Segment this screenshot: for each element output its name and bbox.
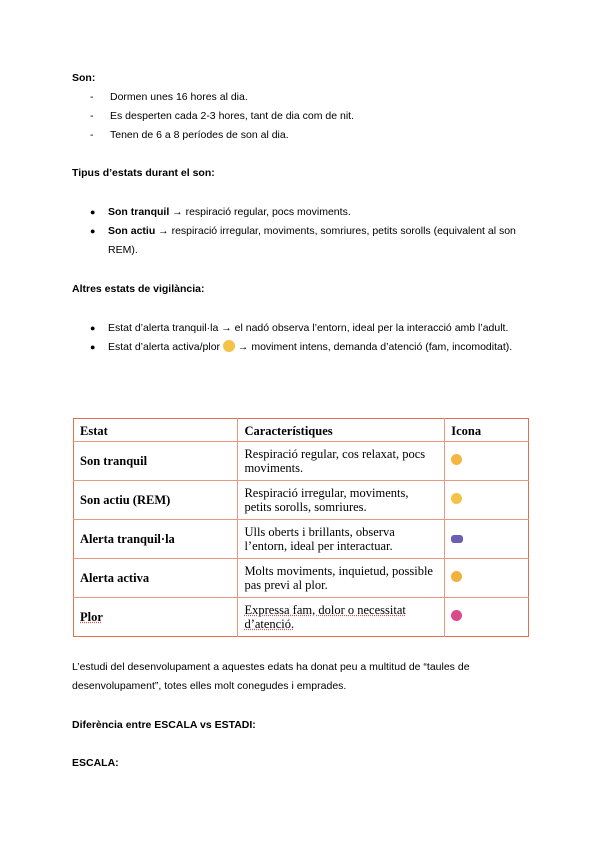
state-name: Alerta activa	[74, 559, 238, 598]
tipus-list	[72, 203, 532, 260]
crying-face-icon	[451, 610, 462, 621]
escala-heading: ESCALA:	[72, 757, 119, 769]
term-description: → respiració irregular, moviments, somriures, petits sorolls (equivalent al son REM).	[108, 225, 516, 256]
state-name: Son tranquil	[74, 442, 238, 481]
tipus-section	[72, 164, 532, 260]
list-item: - Dormen unes 16 hores al dia.	[90, 91, 248, 103]
altres-heading: Altres estats de vigilància:	[72, 283, 205, 295]
sleeping-face-icon	[451, 454, 462, 465]
item-text: → moviment intens, demanda d’atenció (fam, incomoditat).	[234, 341, 513, 353]
table-row	[74, 520, 529, 559]
item-text: Estat d’alerta activa/plor	[108, 341, 223, 353]
son-heading: Son:	[72, 72, 96, 84]
term-label: Son actiu	[108, 225, 156, 237]
list-item: ● Estat d’alerta activa/plor → moviment intens, demanda d’atenció (fam, incomoditat).	[90, 341, 513, 353]
state-description: Ulls oberts i brillants, observa l’entorn, ideal per interactuar.	[238, 520, 445, 559]
item-text: Estat d’alerta tranquil·la → el nadó observa l’entorn, ideal per la interacció amb l’adult.	[108, 322, 509, 334]
tipus-heading: Tipus d’estats durant el son:	[72, 167, 215, 179]
term-label: Son tranquil	[108, 206, 170, 218]
table-header-row	[74, 419, 529, 442]
column-header: Icona	[445, 419, 529, 442]
son-list	[72, 88, 532, 145]
state-description: Molts moviments, inquietud, possible pas previ al plor.	[238, 559, 445, 598]
state-description: Respiració regular, cos relaxat, pocs moviments.	[238, 442, 445, 481]
term-description: → respiració regular, pocs moviments.	[169, 206, 351, 218]
table-row	[74, 559, 529, 598]
crying-face-icon	[223, 340, 235, 352]
table-row	[74, 598, 529, 637]
son-section	[72, 69, 532, 145]
state-name: Son actiu (REM)	[74, 481, 238, 520]
altres-list	[72, 319, 532, 357]
eyes-icon	[451, 535, 463, 543]
states-table	[73, 418, 529, 637]
altres-section	[72, 280, 532, 357]
list-item: - Tenen de 6 a 8 períodes de son al dia.	[90, 129, 289, 141]
body-paragraph: L’estudi del desenvolupament a aquestes edats ha donat peu a multitud de “taules de desenvolupament”, totes elles molt conegudes i emprades.	[72, 661, 470, 692]
table-row	[74, 481, 529, 520]
shocked-face-icon	[451, 571, 462, 582]
diferencia-heading: Diferència entre ESCALA vs ESTADI:	[72, 719, 256, 731]
state-description: Expressa fam, dolor o necessitat d’atenció.	[238, 598, 445, 637]
list-item: ● Son actiu → respiració irregular, moviments, somriures, petits sorolls (equivalent al son REM).	[90, 225, 516, 256]
column-header: Característiques	[238, 419, 445, 442]
list-item: - Es desperten cada 2-3 hores, tant de dia com de nit.	[90, 110, 354, 122]
table-row	[74, 442, 529, 481]
list-item: ● Son tranquil → respiració regular, pocs moviments.	[90, 206, 351, 218]
list-item: ● Estat d’alerta tranquil·la → el nadó observa l’entorn, ideal per la interacció amb l’adult.	[90, 322, 509, 334]
smiling-sleepy-face-icon	[451, 493, 462, 504]
state-name: Plor	[74, 598, 238, 637]
state-name: Alerta tranquil·la	[74, 520, 238, 559]
son-item-text: Dormen unes 16 hores al dia.	[110, 91, 248, 103]
state-description: Respiració irregular, moviments, petits sorolls, somriures.	[238, 481, 445, 520]
son-item-text: Es desperten cada 2-3 hores, tant de dia com de nit.	[110, 110, 354, 122]
column-header: Estat	[74, 419, 238, 442]
son-item-text: Tenen de 6 a 8 períodes de son al dia.	[110, 129, 289, 141]
